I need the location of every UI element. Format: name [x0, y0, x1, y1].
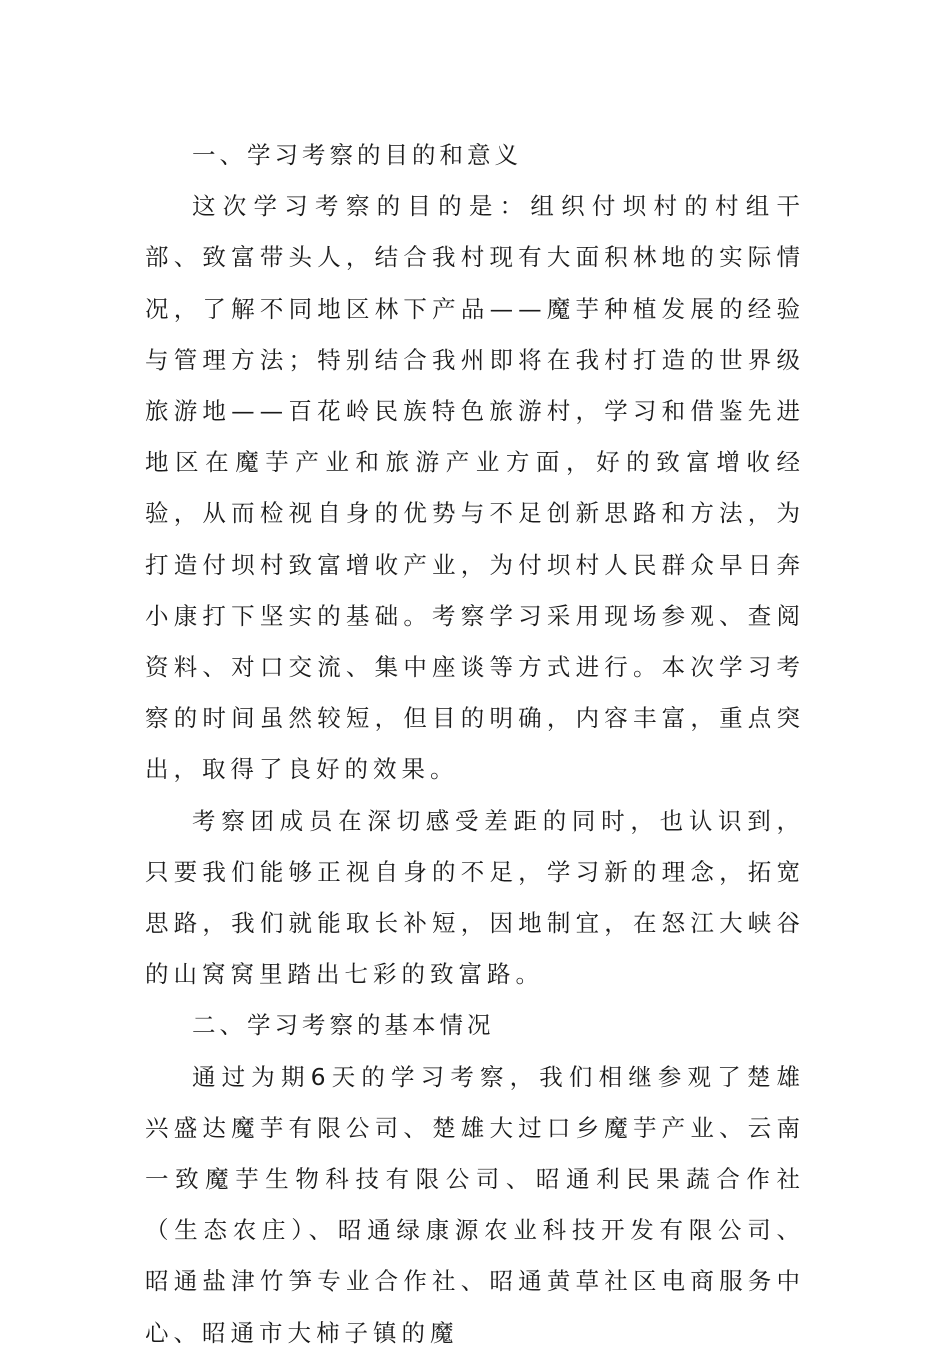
document-body: [145, 130, 805, 1359]
section-heading-purpose: 一、学习考察的目的和意义: [192, 141, 522, 169]
section-heading-basic-situation: 二、学习考察的基本情况: [192, 1011, 495, 1040]
paragraph-purpose: 这次学习考察的目的是：组织付坝村的村组干部、致富带头人，结合我村现有大面积林地的实际情况，了解不同地区林下产品——魔芋种植发展的经验与管理方法；特别结合我州即将在我村打造的世界级旅游地——百花岭民族特色旅游村，学习和借鉴先进地区在魔芋产业和旅游产业方面，好的致富增收经验，从而检视自身的优势与不足创新思路和方法，为打造付坝村致富增收产业，为付坝村人民群众早日奔小康打下坚实的基础。考察学习采用现场参观、查阅资料、对口交流、集中座谈等方式进行。本次学习考察的时间虽然较短，但目的明确，内容丰富，重点突出，取得了良好的效果。: [145, 192, 805, 784]
paragraph-reflection: 考察团成员在深切感受差距的同时，也认识到，只要我们能够正视自身的不足，学习新的理念，拓宽思路，我们就能取长补短，因地制宜，在怒江大峡谷的山窝窝里踏出七彩的致富路。: [145, 806, 805, 989]
paragraph-visits: 通过为期6天的学习考察，我们相继参观了楚雄兴盛达魔芋有限公司、楚雄大过口乡魔芋产业、云南一致魔芋生物科技有限公司、昭通利民果蔬合作社（生态农庄）、昭通绿康源农业科技开发有限公司、昭通盐津竹笋专业合作社、昭通黄草社区电商服务中心、昭通市大柿子镇的魔: [145, 1062, 805, 1347]
